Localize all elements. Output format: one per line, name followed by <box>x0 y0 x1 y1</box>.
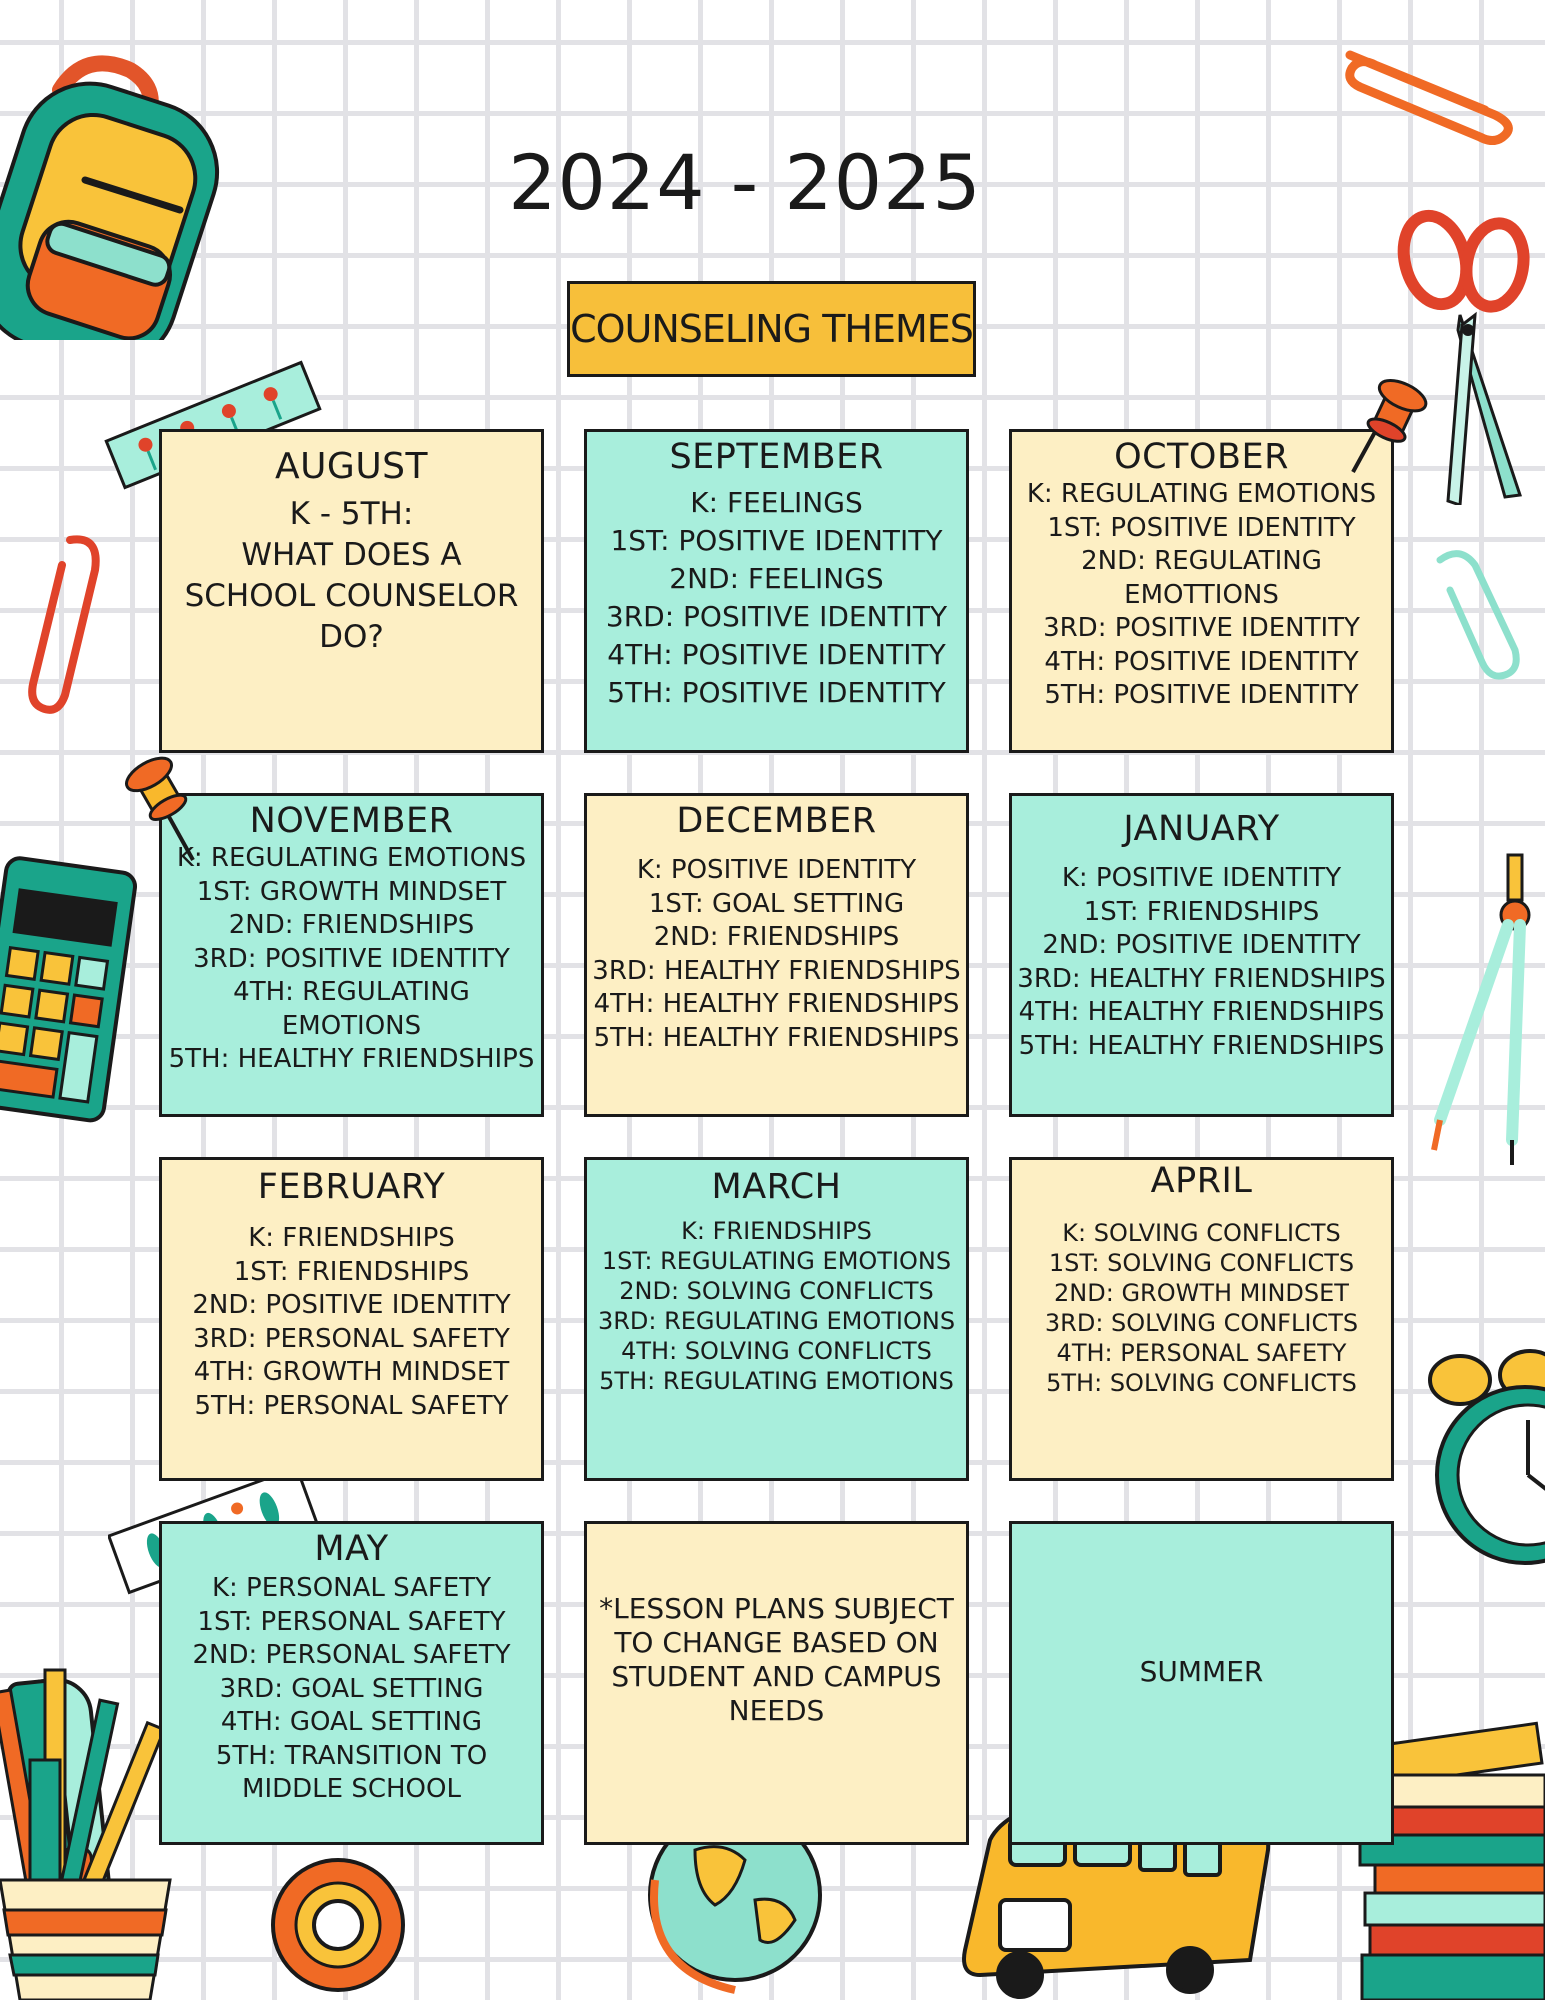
theme-line: 5TH: HEALTHY FRIENDSHIPS <box>1018 1030 1385 1061</box>
paperclip-icon <box>1420 540 1530 690</box>
theme-line: 1ST: SOLVING CONFLICTS <box>1048 1249 1355 1277</box>
tape-roll-icon <box>268 1845 408 2000</box>
month-title: AUGUST <box>274 446 429 487</box>
theme-line: K: SOLVING CONFLICTS <box>1062 1219 1341 1247</box>
theme-line: 2ND: FRIENDSHIPS <box>653 922 900 952</box>
theme-line: K: REGULATING EMOTIONS <box>176 843 527 873</box>
theme-line: MIDDLE SCHOOL <box>242 1774 461 1804</box>
theme-line: SCHOOL COUNSELOR <box>184 578 519 614</box>
summer-card <box>1009 1521 1394 1845</box>
theme-line: 2ND: REGULATING <box>1081 546 1322 576</box>
note-card <box>584 1521 969 1845</box>
theme-line: 4TH: PERSONAL SAFETY <box>1056 1339 1347 1367</box>
push-pin-icon <box>118 750 208 870</box>
theme-line: 3RD: GOAL SETTING <box>219 1673 484 1704</box>
theme-line: WHAT DOES A <box>241 537 462 573</box>
theme-line: 1ST: POSITIVE IDENTITY <box>1047 512 1356 543</box>
theme-line: 4TH: SOLVING CONFLICTS <box>621 1337 932 1365</box>
theme-line: 5TH: SOLVING CONFLICTS <box>1046 1369 1357 1397</box>
month-title: FEBRUARY <box>257 1167 446 1207</box>
theme-line: 1ST: FRIENDSHIPS <box>233 1256 470 1287</box>
month-title: MAY <box>314 1529 389 1569</box>
theme-line: 3RD: POSITIVE IDENTITY <box>605 600 948 633</box>
summer-label: SUMMER <box>1139 1655 1264 1688</box>
theme-line: 4TH: GOAL SETTING <box>220 1707 483 1737</box>
compass-icon <box>1420 850 1540 1170</box>
page-title: 2024 - 2025 <box>508 138 982 227</box>
month-title: APRIL <box>1150 1161 1253 1201</box>
month-card-october <box>1009 429 1394 753</box>
theme-line: 5TH: POSITIVE IDENTITY <box>607 676 946 709</box>
theme-line: 1ST: GOAL SETTING <box>648 888 905 919</box>
push-pin-icon <box>1345 372 1435 482</box>
theme-line: 2ND: FEELINGS <box>669 562 884 595</box>
theme-line: 4TH: POSITIVE IDENTITY <box>1044 646 1359 677</box>
theme-line: EMOTIONS <box>281 1010 422 1041</box>
theme-line: 5TH: REGULATING EMOTIONS <box>599 1367 954 1395</box>
theme-line: 3RD: SOLVING CONFLICTS <box>1044 1309 1359 1337</box>
theme-line: 5TH: HEALTHY FRIENDSHIPS <box>168 1044 535 1074</box>
theme-line: K: POSITIVE IDENTITY <box>636 855 917 885</box>
month-title: DECEMBER <box>676 801 877 841</box>
theme-line: 3RD: POSITIVE IDENTITY <box>1043 613 1360 643</box>
theme-line: K: POSITIVE IDENTITY <box>1061 863 1342 893</box>
note-line: *LESSON PLANS SUBJECT <box>599 1592 954 1625</box>
theme-line: K: PERSONAL SAFETY <box>211 1573 492 1603</box>
note-line: STUDENT AND CAMPUS <box>611 1660 942 1693</box>
theme-line: 1ST: POSITIVE IDENTITY <box>610 524 943 557</box>
theme-line: 3RD: REGULATING EMOTIONS <box>597 1307 956 1335</box>
theme-line: 1ST: FRIENDSHIPS <box>1083 896 1320 927</box>
theme-line: 5TH: POSITIVE IDENTITY <box>1044 680 1359 710</box>
theme-line: 3RD: HEALTHY FRIENDSHIPS <box>592 955 961 986</box>
theme-line: K: REGULATING EMOTIONS <box>1026 479 1377 509</box>
month-card-april <box>1009 1157 1394 1481</box>
month-card-november <box>159 793 544 1117</box>
theme-line: 5TH: TRANSITION TO <box>215 1740 488 1771</box>
alarm-clock-icon <box>1410 1330 1545 1570</box>
theme-line: 2ND: FRIENDSHIPS <box>228 910 475 940</box>
note-line: TO CHANGE BASED ON <box>614 1626 939 1659</box>
theme-line: 4TH: REGULATING <box>233 977 470 1007</box>
theme-line: 2ND: SOLVING CONFLICTS <box>619 1277 934 1305</box>
paperclip-icon <box>1330 35 1520 145</box>
theme-line: K: FRIENDSHIPS <box>681 1217 872 1245</box>
theme-line: 2ND: POSITIVE IDENTITY <box>1042 930 1361 960</box>
theme-line: 2ND: GROWTH MINDSET <box>1054 1279 1349 1307</box>
theme-line: 2ND: PERSONAL SAFETY <box>192 1640 511 1670</box>
paperclip-icon <box>20 520 110 720</box>
note-line: NEEDS <box>728 1694 825 1727</box>
theme-line: 4TH: HEALTHY FRIENDSHIPS <box>593 989 960 1019</box>
theme-line: 5TH: HEALTHY FRIENDSHIPS <box>593 1022 960 1053</box>
theme-line: K - 5TH: <box>289 496 414 532</box>
month-title: JANUARY <box>1123 809 1280 849</box>
theme-line: 1ST: GROWTH MINDSET <box>196 876 507 907</box>
theme-line: 5TH: PERSONAL SAFETY <box>194 1390 509 1421</box>
theme-line: 4TH: GROWTH MINDSET <box>193 1357 510 1387</box>
theme-line: 1ST: PERSONAL SAFETY <box>197 1606 506 1637</box>
month-title: OCTOBER <box>1114 437 1289 477</box>
month-card-may <box>159 1521 544 1845</box>
counseling-themes-banner: COUNSELING THEMES <box>567 281 976 377</box>
theme-line: 3RD: POSITIVE IDENTITY <box>193 943 510 974</box>
month-card-august <box>159 429 544 753</box>
theme-line: 1ST: REGULATING EMOTIONS <box>601 1247 952 1275</box>
month-card-december <box>584 793 969 1117</box>
theme-line: EMOTTIONS <box>1124 579 1279 610</box>
theme-line: K: FEELINGS <box>690 486 863 519</box>
calculator-icon <box>0 855 140 1125</box>
theme-line: 3RD: PERSONAL SAFETY <box>193 1323 510 1354</box>
theme-line: 4TH: HEALTHY FRIENDSHIPS <box>1018 997 1385 1027</box>
theme-line: DO? <box>319 619 384 655</box>
theme-line: 4TH: POSITIVE IDENTITY <box>607 638 946 671</box>
theme-line: 2ND: POSITIVE IDENTITY <box>192 1290 511 1320</box>
month-card-september <box>584 429 969 753</box>
month-card-january <box>1009 793 1394 1117</box>
month-title: MARCH <box>711 1167 842 1207</box>
theme-line: 3RD: HEALTHY FRIENDSHIPS <box>1017 963 1386 994</box>
month-card-february <box>159 1157 544 1481</box>
month-title: SEPTEMBER <box>669 437 884 477</box>
month-card-march <box>584 1157 969 1481</box>
month-title: NOVEMBER <box>249 801 454 841</box>
theme-line: K: FRIENDSHIPS <box>248 1223 455 1253</box>
